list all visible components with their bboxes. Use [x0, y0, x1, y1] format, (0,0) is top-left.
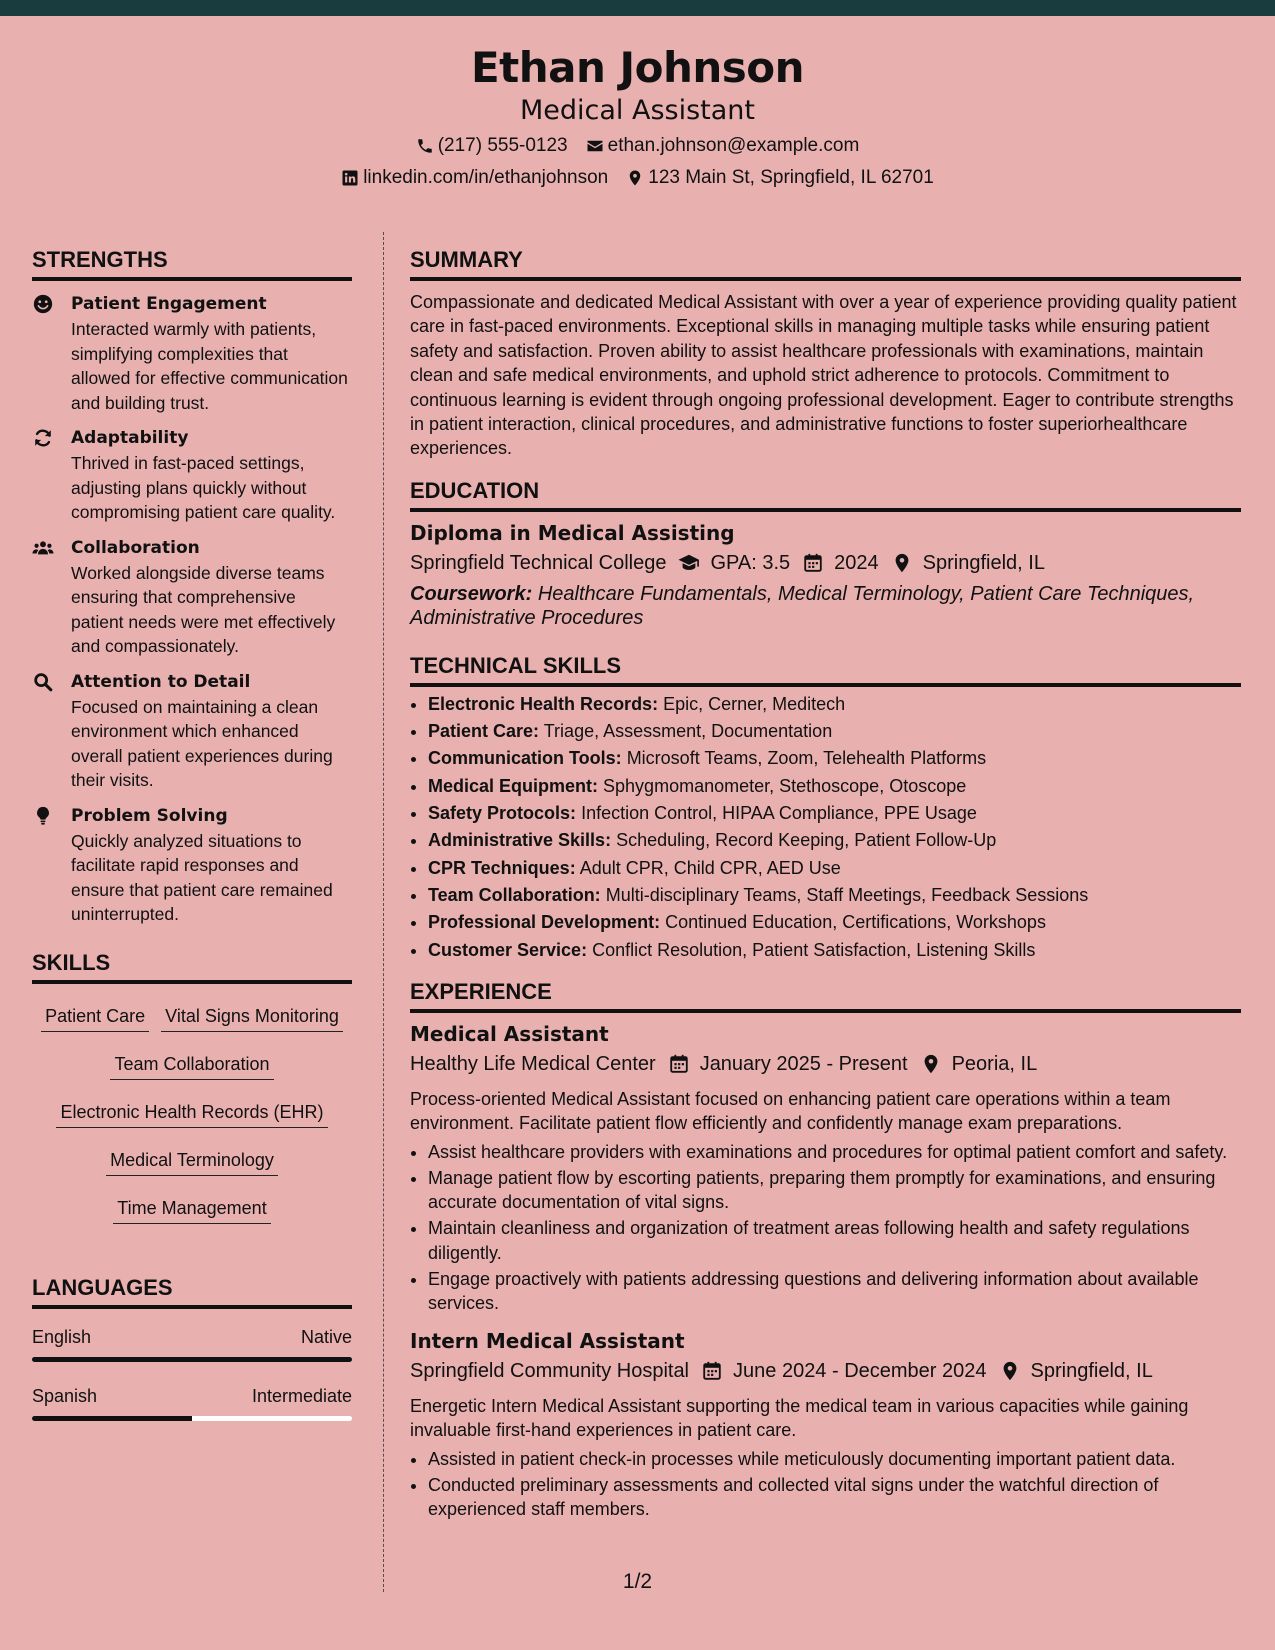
skill-value: Multi-disciplinary Teams, Staff Meetings, Feedback Sessions	[605, 884, 1089, 905]
job-title: Medical Assistant	[410, 1021, 609, 1046]
company-name: Springfield Community Hospital	[410, 1359, 690, 1382]
phone-text: (217) 555-0123	[437, 135, 568, 156]
skill-tag: Medical Terminology	[106, 1144, 278, 1176]
strength-desc: Worked alongside diverse teams ensuring that comprehensive patient needs were met effectively and compassionately.	[71, 562, 336, 656]
right-column	[410, 232, 1241, 1523]
skill-label: Communication Tools:	[428, 748, 622, 769]
graduation-cap-icon	[678, 552, 700, 574]
strength-item	[32, 291, 352, 415]
summary-text: Compassionate and dedicated Medical Assistant with over a year of experience providing quality patient care in fast-paced environments. Exceptional skills in managing multiple tasks while ensuring patient safety and satisfaction. Proven ability to assist healthcare professionals with examinations, maintain clean and safe medical environments, and uphold strict adherence to protocols. Commitment to continuous learning is evident through ongoing professional development. Eager to contribute strengths in patient interaction, clinical procedures, and administrative functions to foster superiorhealthcare experiences.	[410, 292, 1237, 459]
strength-desc: Focused on maintaining a clean environment which enhanced overall patient experiences during their visits.	[71, 696, 333, 790]
language-proficiency-fill	[32, 1357, 352, 1362]
list-item: • Conducted preliminary assessments and collected vital signs under the watchful direction of experienced staff members.	[428, 1473, 1241, 1522]
email-text: ethan.johnson@example.com	[607, 135, 860, 156]
strength-title: Collaboration	[71, 537, 200, 558]
skill-label: Medical Equipment:	[428, 775, 599, 796]
strength-desc: Thrived in fast-paced settings, adjusting plans quickly without compromising patient care quality.	[71, 453, 336, 522]
job-entry	[410, 1326, 1241, 1522]
gpa-text: GPA: 3.5	[710, 551, 791, 574]
list-item	[428, 827, 1241, 854]
skill-value: Continued Education, Certifications, Workshops	[665, 912, 1046, 933]
contact-row-2	[0, 166, 1275, 190]
job-location: Springfield, IL	[1030, 1359, 1153, 1382]
strength-desc: Interacted warmly with patients, simplifying complexities that allowed for effective communication and building trust.	[71, 319, 348, 413]
search-icon	[32, 671, 54, 693]
strength-item	[32, 803, 352, 927]
left-column	[32, 232, 352, 1443]
list-item	[428, 800, 1241, 827]
job-dates: January 2025 - Present	[699, 1052, 908, 1075]
company-name: Healthy Life Medical Center	[410, 1052, 656, 1075]
page-number: 1/2	[622, 1570, 653, 1593]
job-bullets	[410, 1447, 1241, 1522]
address-contact	[626, 166, 934, 190]
education-location: Springfield, IL	[922, 551, 1045, 574]
list-item: • Manage patient flow by escorting patients, preparing them promptly for examinations, and ensuring accurate documentation of vital signs.	[428, 1166, 1241, 1215]
graduation-year: 2024	[834, 551, 879, 574]
degree-title: Diploma in Medical Assisting	[410, 520, 735, 545]
strength-title: Patient Engagement	[71, 294, 267, 314]
calendar-icon	[802, 552, 824, 574]
language-name: Spanish	[32, 1385, 98, 1406]
column-divider	[383, 232, 384, 1592]
coursework	[410, 582, 1241, 630]
job-meta	[410, 1356, 1241, 1386]
address-text: 123 Main St, Springfield, IL 62701	[648, 167, 934, 188]
list-item: • Assist healthcare providers with examinations and procedures for optimal patient comfort and safety.	[428, 1140, 1241, 1165]
skill-value: Conflict Resolution, Patient Satisfaction, Listening Skills	[592, 939, 1036, 960]
skill-tag: Electronic Health Records (EHR)	[56, 1096, 327, 1128]
strength-item	[32, 425, 352, 525]
skill-label: Administrative Skills:	[428, 830, 612, 851]
strength-item	[32, 535, 352, 659]
job-bullets	[410, 1140, 1241, 1316]
list-item	[428, 745, 1241, 772]
strength-title: Adaptability	[71, 428, 189, 448]
email-contact[interactable]	[586, 134, 860, 158]
language-proficiency-bar	[32, 1416, 352, 1421]
skill-label: Safety Protocols:	[428, 803, 577, 824]
list-item	[428, 909, 1241, 936]
skill-label: Professional Development:	[428, 912, 661, 933]
language-name: English	[32, 1326, 92, 1347]
list-item	[428, 691, 1241, 718]
experience-heading: EXPERIENCE	[410, 978, 1241, 1013]
education-meta	[410, 548, 1241, 578]
skill-value: Adult CPR, Child CPR, AED Use	[579, 857, 841, 878]
summary-heading: SUMMARY	[410, 246, 1241, 281]
language-row	[32, 1384, 352, 1408]
calendar-icon	[668, 1053, 690, 1075]
linkedin-text: linkedin.com/in/ethanjohnson	[363, 167, 609, 188]
list-item: • Engage proactively with patients addressing questions and delivering information about available services.	[428, 1267, 1241, 1316]
phone-icon	[416, 137, 434, 155]
skill-tag: Time Management	[113, 1192, 270, 1224]
strength-desc: Quickly analyzed situations to facilitate rapid responses and ensure that patient care remained uninterrupted.	[71, 830, 333, 924]
skill-value: Microsoft Teams, Zoom, Telehealth Platforms	[626, 748, 987, 769]
job-description: Energetic Intern Medical Assistant supporting the medical team in various capacities while gaining invaluable first-hand experiences in patient care.	[410, 1395, 1189, 1441]
skill-tag: Patient Care	[41, 1000, 149, 1032]
linkedin-icon	[341, 169, 359, 187]
map-pin-icon	[626, 169, 644, 187]
skill-label: Team Collaboration:	[428, 884, 601, 905]
skill-value: Scheduling, Record Keeping, Patient Follow-Up	[616, 830, 997, 851]
coursework-text: Healthcare Fundamentals, Medical Terminology, Patient Care Techniques, Administrative Procedures	[410, 582, 1195, 629]
skills-list	[32, 994, 352, 1234]
calendar-icon	[701, 1360, 723, 1382]
skill-value: Infection Control, HIPAA Compliance, PPE Usage	[581, 803, 977, 824]
language-row	[32, 1325, 352, 1349]
job-meta	[410, 1049, 1241, 1079]
job-location: Peoria, IL	[951, 1052, 1038, 1075]
language-level: Intermediate	[251, 1385, 352, 1406]
strength-title: Attention to Detail	[71, 671, 251, 692]
list-item	[428, 882, 1241, 909]
candidate-role: Medical Assistant	[519, 95, 756, 126]
strength-title: Problem Solving	[71, 805, 228, 826]
top-accent-bar	[0, 0, 1275, 16]
education-heading: EDUCATION	[410, 477, 1241, 512]
coursework-label: Coursework:	[410, 582, 533, 605]
map-pin-icon	[920, 1053, 942, 1075]
linkedin-contact[interactable]	[341, 166, 608, 190]
job-description: Process-oriented Medical Assistant focused on enhancing patient care operations within a team environment. Facilitate patient flow efficiently and confidently manage exam preparations.	[410, 1088, 1171, 1134]
list-item	[428, 855, 1241, 882]
language-proficiency-bar	[32, 1357, 352, 1362]
technical-skills-list	[410, 691, 1241, 964]
job-dates: June 2024 - December 2024	[733, 1359, 987, 1382]
candidate-name: Ethan Johnson	[470, 43, 805, 92]
lightbulb-icon	[32, 805, 54, 827]
envelope-icon	[586, 137, 604, 155]
skill-label: Customer Service:	[428, 939, 588, 960]
skill-value: Triage, Assessment, Documentation	[543, 721, 833, 742]
skills-heading: SKILLS	[32, 949, 352, 984]
skill-label: Electronic Health Records:	[428, 693, 659, 714]
map-pin-icon	[891, 552, 913, 574]
technical-skills-heading: TECHNICAL SKILLS	[410, 652, 1241, 687]
job-entry	[410, 1019, 1241, 1316]
list-item: • Assisted in patient check-in processes while meticulously documenting important patient data.	[428, 1447, 1241, 1472]
resume-header	[0, 16, 1275, 204]
strengths-heading: STRENGTHS	[32, 246, 352, 281]
skill-value: Epic, Cerner, Meditech	[663, 693, 846, 714]
contact-row-1	[0, 134, 1275, 158]
job-title: Intern Medical Assistant	[410, 1328, 685, 1353]
skill-label: Patient Care:	[428, 721, 540, 742]
users-icon	[32, 537, 54, 559]
skill-tag: Team Collaboration	[110, 1048, 273, 1080]
list-item	[428, 773, 1241, 800]
school-name: Springfield Technical College	[410, 551, 667, 574]
smile-icon	[32, 293, 54, 315]
list-item	[428, 718, 1241, 745]
skill-value: Sphygmomanometer, Stethoscope, Otoscope	[603, 775, 967, 796]
strength-item	[32, 669, 352, 793]
list-item	[428, 937, 1241, 964]
map-pin-icon	[999, 1360, 1021, 1382]
languages-heading: LANGUAGES	[32, 1274, 352, 1309]
refresh-icon	[32, 427, 54, 449]
phone-contact	[416, 134, 568, 158]
skill-label: CPR Techniques:	[428, 857, 576, 878]
skill-tag: Vital Signs Monitoring	[161, 1000, 343, 1032]
languages-list	[32, 1325, 352, 1421]
list-item: • Maintain cleanliness and organization of treatment areas following health and safety regulations diligently.	[428, 1216, 1241, 1265]
language-proficiency-fill	[32, 1416, 192, 1421]
language-level: Native	[300, 1326, 352, 1347]
